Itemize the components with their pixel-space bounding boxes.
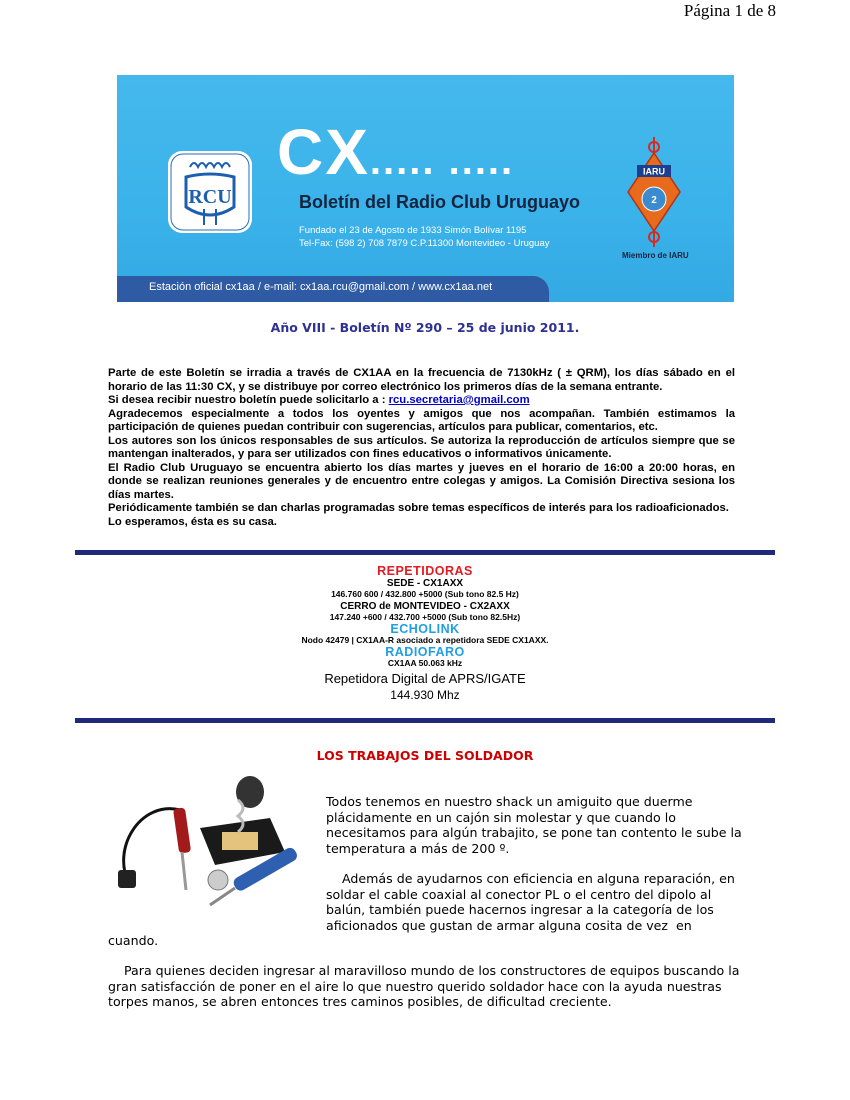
intro-subscribe [108,394,735,408]
bulletin-banner [117,75,734,302]
cerro-repeater: CERRO de MONTEVIDEO - CX2AXX [340,600,510,612]
article-title: LOS TRABAJOS DEL SOLDADOR [316,748,534,763]
banner-title [277,115,514,189]
sede-frequency: 146.760 600 / 432.800 +5000 (Sub tono 82.5 Hz) [331,589,519,599]
banner-subtitle: Boletín del Radio Club Uruguayo [299,192,581,212]
banner-contact-text: Estación oficial cx1aa / e-mail: cx1aa.rcu@gmail.com / www.cx1aa.net [149,281,493,293]
svg-text:IARU: IARU [643,166,665,177]
article-paragraph: Para quienes deciden ingresar al maravilloso mundo de los constructores de equipos buscando la gran satisfacción de poner en el aire lo que nuestro querido soldador hace con la ayuda nuestras torpes manos, se abren entonces tres caminos posibles, de dificultad creciente. [108,963,744,1009]
intro-paragraph: Lo esperamos, ésta es su casa. [108,515,277,528]
intro-subscribe-text: Si desea recibir nuestro boletín puede solicitarlo a : [108,394,389,406]
secretaria-email-link[interactable]: rcu.secretaria@gmail.com [388,394,530,406]
intro-section [108,367,735,529]
banner-address-line2: Tel-Fax: (598 2) 708 7879 C.P.11300 Montevideo - Uruguay [299,238,550,249]
article-paragraph: Además de ayudarnos con eficiencia en alguna reparación, en soldar el cable coaxial al conector PL o el centro del dipolo al balún, también puede hacernos ingresar a la categoría de los aficionados que gustan de armar alguna cosita de vez en [326,871,739,933]
repeaters-section [200,566,650,704]
iaru-logo [625,137,683,247]
intro-paragraph: Periódicamente también se dan charlas programadas sobre temas específicos de interés para los radioaficionados. [108,502,729,514]
svg-text:2: 2 [651,195,657,206]
issue-line: Año VIII - Boletín Nº 290 – 25 de junio 2011. [270,320,580,335]
banner-title-cx: CX [277,116,370,188]
intro-paragraph: Parte de este Boletín se irradia a través de CX1AA en la frecuencia de 7130kHz ( ± QRM), los días sábado en el horario de las 11:30 CX, y se distribuye por correo electrónico los primeros días de la semana entrante. [108,367,735,393]
rcu-logo [168,151,252,233]
radiofaro-heading: RADIOFARO [385,644,465,659]
aprs-repeater: Repetidora Digital de APRS/IGATE [324,670,526,686]
repeaters-heading: REPETIDORAS [377,564,473,578]
intro-paragraph: El Radio Club Uruguayo se encuentra abierto los días martes y jueves en el horario de 16:00 a 20:00 horas, en donde se realizan reuniones generales y de encuentro entre colegas y amigos. La Comisión Directiva sesiona los días martes. [108,461,735,501]
radiofaro-frequency: CX1AA 50.063 kHz [387,658,463,668]
section-divider [75,718,775,723]
article-paragraph: Todos tenemos en nuestro shack un amiguito que duerme plácidamente en un cajón sin molestar y que cuando lo necesitamos para algún trabajito, se pone tan contento le sube la temperatura a más de 200 º. [326,794,742,856]
intro-paragraph: Los autores son los únicos responsables de sus artículos. Se autoriza la reproducción de artículos siempre que se mantengan inalterados, y para ser utilizados con fines educativos o informativos únicamente. [108,434,735,460]
banner-title-dots: ..... ..... [369,139,515,183]
echolink-node: Nodo 42479 | CX1AA-R asociado a repetidora SEDE CX1AXX. [301,635,549,645]
page-number: Página 1 de 8 [683,1,776,20]
article-paragraph-continuation: cuando. [108,933,159,948]
soldering-iron-image [110,770,300,915]
iaru-caption: Miembro de IARU [622,251,689,260]
banner-contact-strip [117,276,549,302]
banner-address-line1: Fundado el 23 de Agosto de 1933 Simón Bolívar 1195 [299,225,527,236]
svg-text:RCU: RCU [188,186,232,208]
cerro-frequency: 147.240 +600 / 432.700 +5000 (Sub tono 82.5Hz) [329,612,521,622]
sede-repeater: SEDE - CX1AXX [386,577,464,589]
intro-paragraph: Agradecemos especialmente a todos los oyentes y amigos que nos acompañan. También estimamos la participación de quienes puedan contribuir con sugerencias, artículos para publicar, comentarios, etc. [108,407,735,433]
echolink-heading: ECHOLINK [390,621,460,636]
section-divider [75,550,775,555]
aprs-frequency: 144.930 Mhz [390,687,460,702]
